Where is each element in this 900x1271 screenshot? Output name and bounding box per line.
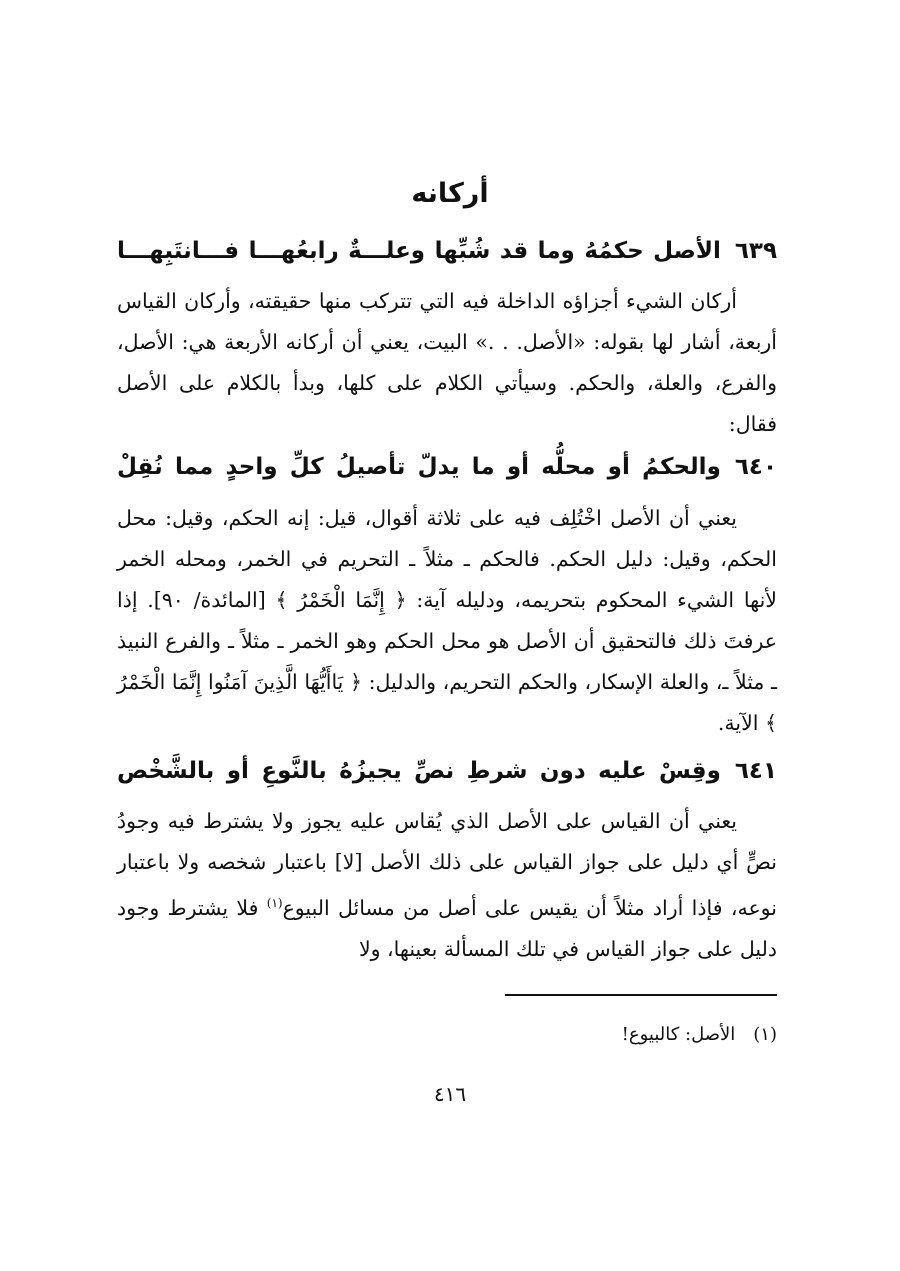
commentary-paragraph <box>117 801 777 970</box>
verse-line <box>117 758 777 784</box>
footnote-divider <box>505 994 777 996</box>
paragraph-text: يعني أن الأصل اخْتُلِف فيه على ثلاثة أقوال، قيل: إنه الحكم، وقيل: محل الحكم، وقيل: دليل الحكم. فالحكم ـ مثلاً ـ التحريم في الخمر، ومحله الخمر لأنها الشيء المحكوم بتحريمه، ودليله آية: ﴿ إِنَّمَا الْخَمْرُ ﴾ [المائدة/ ٩٠]. إذا عرفتَ ذلك فالتحقيق أن الأصل هو محل الحكم وهو الخمر ـ مثلاً ـ والفرع النبيذ ـ مثلاً ـ، والعلة الإسكار، والحكم التحريم، والدليل: ﴿ يَاأَيُّهَا الَّذِينَ آمَنُوا إِنَّمَا الْخَمْرُ ﴾ الآية. <box>117 506 777 735</box>
verse-text: والحكمُ أو محلُّه أو ما يدلّ تأصيلُ كلِّ واحدٍ مما نُقِلْ <box>117 454 721 480</box>
paragraph-text-continued: فلا يشترط وجود دليل على جواز القياس في تلك المسألة بعينها، ولا <box>117 895 777 961</box>
verse-text: وقِسْ عليه دون شرطِ نصِّ يجيزُهُ بالنَّوعِ أو بالشَّخْص <box>117 758 721 784</box>
verse-line <box>117 238 777 264</box>
footnote-number: (١) <box>753 1024 777 1045</box>
section-heading: أركانه <box>411 178 489 209</box>
verse-line <box>117 454 777 480</box>
footnote-marker: (١) <box>266 896 283 910</box>
commentary-paragraph <box>117 281 777 445</box>
paragraph-text: يعني أن القياس على الأصل الذي يُقاس عليه يجوز ولا يشترط فيه وجودُ نصٍّ أي دليل على جواز القياس على ذلك الأصل [لا] باعتبار شخصه ولا باعتبار نوعه، فإذا أراد مثلاً أن يقيس على أصل من مسائل البيوع <box>117 809 777 920</box>
page-number: ٤١٦ <box>433 1082 467 1106</box>
footnote-text: الأصل: كالبيوع! <box>621 1024 736 1045</box>
paragraph-text: أركان الشيء أجزاؤه الداخلة فيه التي تتركب منها حقيقته، وأركان القياس أربعة، أشار لها بقوله: «الأصل. . .» البيت، يعني أن أركانه الأربعة هي: الأصل، والفرع، والعلة، والحكم. وسيأتي الكلام على كلها، وبدأ بالكلام على الأصل فقال: <box>117 289 777 436</box>
commentary-paragraph <box>117 498 777 744</box>
footnote <box>117 1024 777 1045</box>
verse-number: ٦٤٠ <box>734 454 777 480</box>
verse-text: الأصل حكمُهُ وما قد شُبِّها وعلـــةٌ رابعُهـــا فـــانتَبِهـــا <box>117 238 721 264</box>
verse-number: ٦٤١ <box>734 758 777 784</box>
verse-number: ٦٣٩ <box>734 238 777 264</box>
